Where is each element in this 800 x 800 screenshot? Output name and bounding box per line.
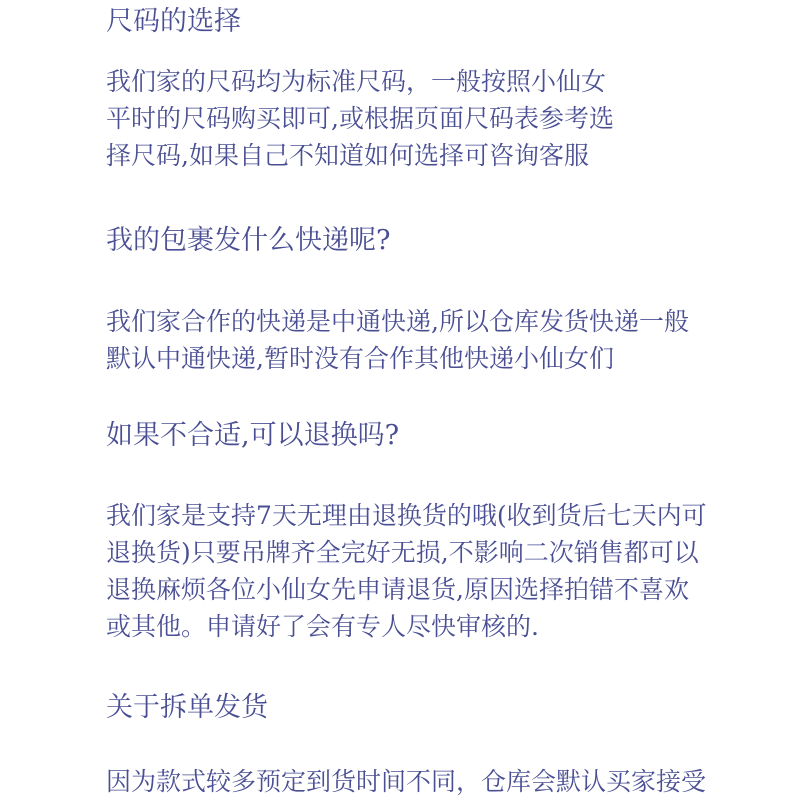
section-body-returns — [106, 497, 796, 645]
body-line: 退换麻烦各位小仙女先申请退货,原因选择拍错不喜欢 — [106, 575, 689, 604]
body-line: 或其他。申请好了会有专人尽快审核的. — [106, 612, 539, 641]
body-line: 我们家是支持7天无理由退换货的哦(收到货后七天内可 — [106, 501, 707, 530]
section-body-shipping — [106, 303, 796, 377]
body-line: 我们家合作的快递是中通快递,所以仓库发货快递一般 — [106, 307, 689, 336]
body-line: 默认中通快递,暂时没有合作其他快递小仙女们 — [106, 344, 614, 373]
body-line: 择尺码,如果自己不知道如何选择可咨询客服 — [106, 141, 589, 170]
section-body-split-shipment — [106, 763, 796, 800]
body-line: 因为款式较多预定到货时间不同，仓库会默认买家接受 — [106, 767, 707, 796]
body-line: 退换货)只要吊牌齐全完好无损,不影响二次销售都可以 — [106, 538, 699, 567]
body-line: 我们家的尺码均为标准尺码，一般按照小仙女 — [106, 67, 607, 96]
body-line: 平时的尺码购买即可,或根据页面尺码表参考选 — [106, 104, 614, 133]
section-heading-shipping: 我的包裹发什么快递呢? — [106, 225, 391, 256]
section-heading-size: 尺码的选择 — [106, 6, 241, 37]
section-heading-returns: 如果不合适,可以退换吗? — [106, 420, 400, 451]
section-heading-split-shipment: 关于拆单发货 — [106, 692, 268, 723]
section-body-size — [106, 63, 796, 174]
